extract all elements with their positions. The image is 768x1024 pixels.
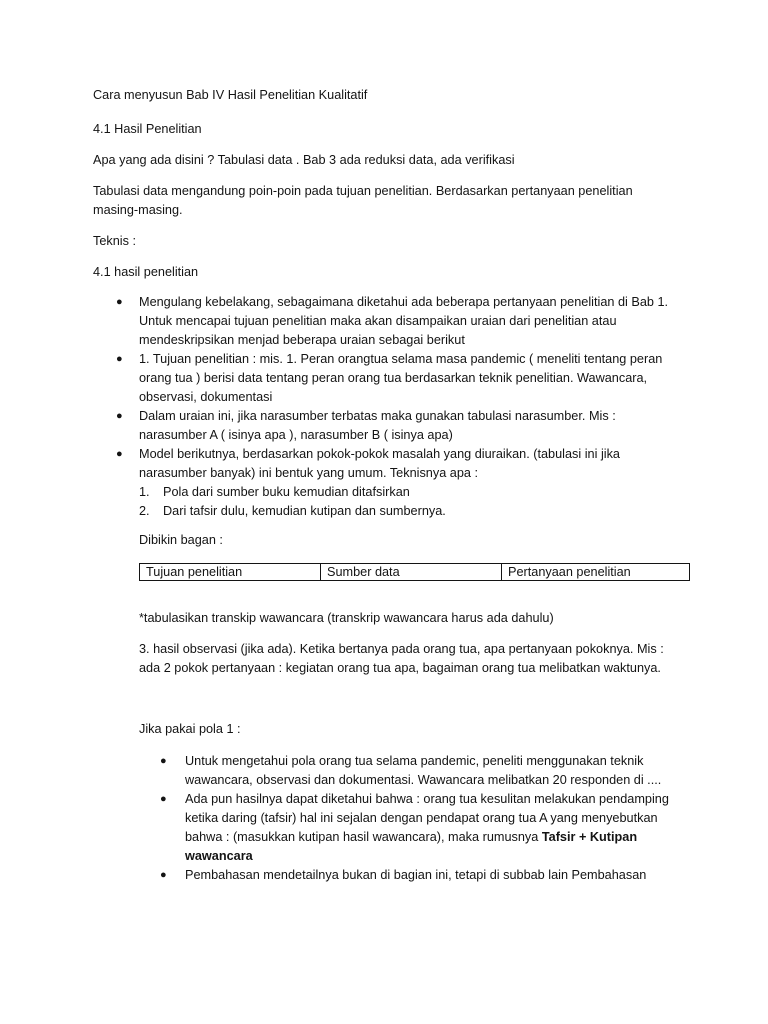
numbered-item-text: Pola dari sumber buku kemudian ditafsirkan bbox=[163, 485, 410, 499]
tabulasi-paragraph: Tabulasi data mengandung poin-poin pada tujuan penelitian. Berdasarkan pertanyaan penelitian masing-masing. bbox=[93, 184, 633, 217]
list-item bbox=[139, 866, 684, 885]
pola1-bullet-list bbox=[139, 752, 684, 885]
list-item bbox=[93, 293, 673, 350]
list-item-text: 1. Tujuan penelitian : mis. 1. Peran orangtua selama masa pandemic ( meneliti tentang peran orang tua ) berisi data tentang peran orang tua berdasarkan teknik penelitian. Wawancara, observasi, dokumentasi bbox=[139, 352, 663, 404]
section-heading-hasil-penelitian: 4.1 Hasil Penelitian bbox=[93, 122, 202, 136]
list-item-text: Mengulang kebelakang, sebagaimana diketahui ada beberapa pertanyaan penelitian di Bab 1. Untuk mencapai tujuan penelitian maka akan disampaikan uraian dari penelitian atau mendeskripsikan menjad beberapa uraian sebagai berikut bbox=[139, 295, 669, 347]
list-item bbox=[93, 407, 673, 445]
list-item bbox=[93, 445, 673, 521]
transkip-note: *tabulasikan transkip wawancara (transkrip wawancara harus ada dahulu) bbox=[139, 611, 554, 625]
table-header-cell: Tujuan penelitian bbox=[140, 564, 321, 581]
bullet-icon: ● bbox=[116, 448, 123, 460]
pola1-label: Jika pakai pola 1 : bbox=[139, 722, 241, 736]
document-title: Cara menyusun Bab IV Hasil Penelitian Kualitatif bbox=[93, 88, 368, 102]
subsection-heading-hasil-penelitian: 4.1 hasil penelitian bbox=[93, 265, 199, 279]
bullet-icon: ● bbox=[116, 410, 123, 422]
list-item bbox=[139, 790, 684, 866]
item-number: 2. bbox=[139, 504, 150, 518]
bagan-label: Dibikin bagan : bbox=[139, 533, 223, 547]
table-header-cell: Sumber data bbox=[321, 564, 502, 581]
main-bullet-list bbox=[93, 293, 673, 521]
bullet-icon: ● bbox=[160, 793, 167, 805]
table-header-cell: Pertanyaan penelitian bbox=[502, 564, 690, 581]
item-number: 1. bbox=[139, 485, 150, 499]
list-item bbox=[139, 752, 684, 790]
bagan-table bbox=[139, 563, 690, 581]
bullet-icon: ● bbox=[160, 869, 167, 881]
list-item-text: Ada pun hasilnya dapat diketahui bahwa : orang tua kesulitan melakukan pendamping ketika daring (tafsir) hal ini sejalan dengan pendapat orang tua A yang menyebutkan bahwa : (masukkan kutipan hasil wawancara), maka rumusnya bbox=[185, 792, 669, 844]
list-item-text: Model berikutnya, berdasarkan pokok-pokok masalah yang diuraikan. (tabulasi ini jika narasumber banyak) ini bentuk yang umum. Teknisnya apa : bbox=[139, 447, 620, 480]
bullet-icon: ● bbox=[116, 296, 123, 308]
bullet-icon: ● bbox=[160, 755, 167, 767]
numbered-item bbox=[139, 502, 673, 521]
observasi-paragraph: 3. hasil observasi (jika ada). Ketika bertanya pada orang tua, apa pertanyaan pokoknya. Mis : ada 2 pokok pertanyaan : kegiatan orang tua apa, bagaiman orang tua melibatkan waktunya. bbox=[139, 642, 664, 675]
table-row bbox=[140, 564, 690, 581]
numbered-item-text: Dari tafsir dulu, kemudian kutipan dan sumbernya. bbox=[163, 504, 446, 518]
list-item-text: Pembahasan mendetailnya bukan di bagian ini, tetapi di subbab lain Pembahasan bbox=[185, 868, 647, 882]
list-item bbox=[93, 350, 673, 407]
list-item-text: Dalam uraian ini, jika narasumber terbatas maka gunakan tabulasi narasumber. Mis : narasumber A ( isinya apa ), narasumber B ( isinya apa) bbox=[139, 409, 616, 442]
intro-paragraph: Apa yang ada disini ? Tabulasi data . Bab 3 ada reduksi data, ada verifikasi bbox=[93, 153, 515, 167]
bullet-icon: ● bbox=[116, 353, 123, 365]
teknis-label: Teknis : bbox=[93, 234, 137, 248]
numbered-item bbox=[139, 483, 673, 502]
formula-text: Tafsir + Kutipan wawancara bbox=[185, 830, 638, 863]
numbered-list bbox=[139, 483, 673, 521]
list-item-text: Untuk mengetahui pola orang tua selama pandemic, peneliti menggunakan teknik wawancara, observasi dan dokumentasi. Wawancara melibatkan 20 responden di .... bbox=[185, 754, 662, 787]
